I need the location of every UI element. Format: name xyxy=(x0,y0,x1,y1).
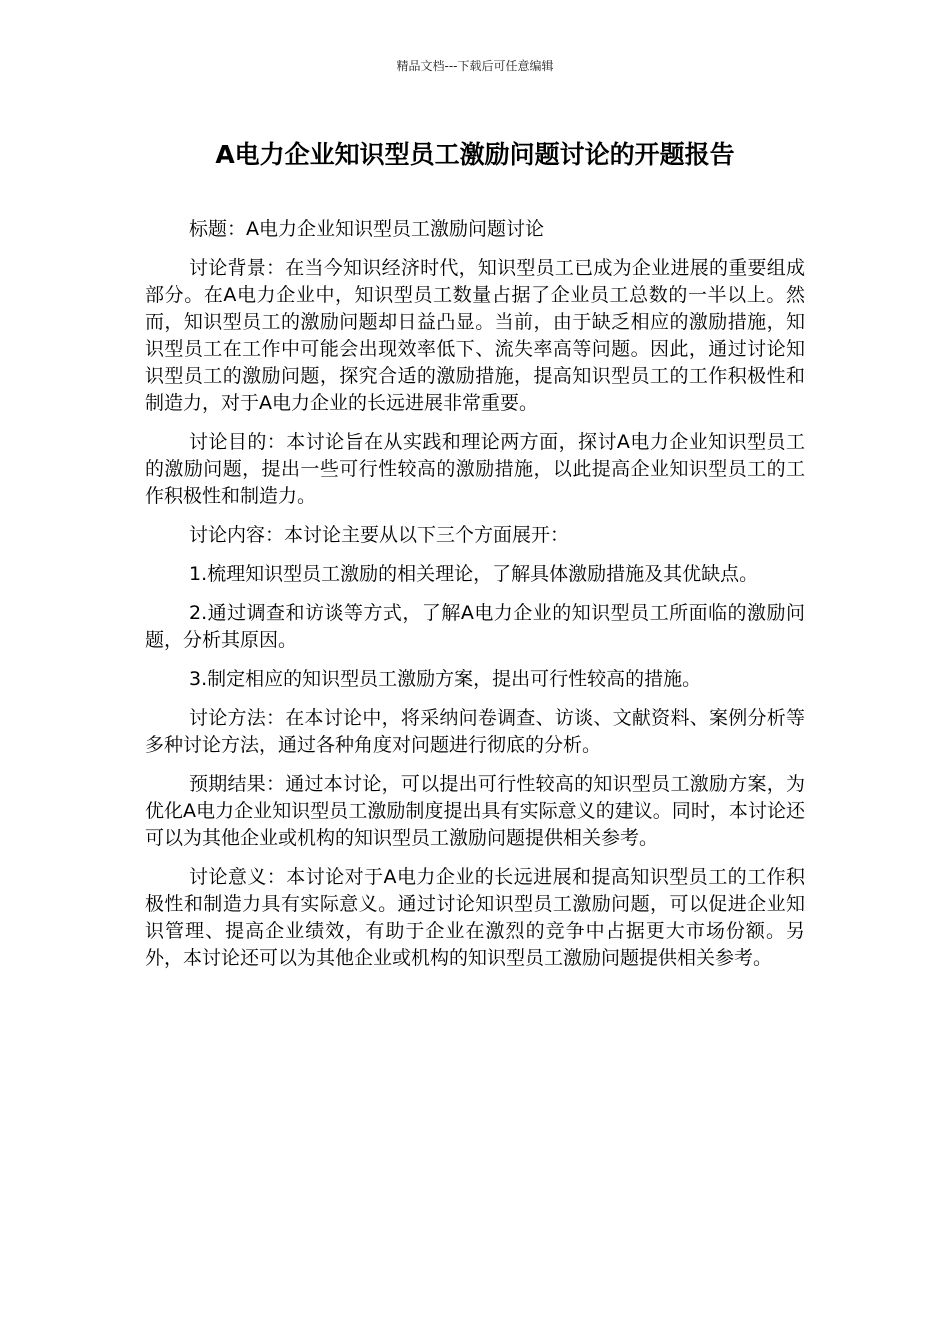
document-body xyxy=(145,216,805,984)
paragraph-title-line: 标题：A电力企业知识型员工激励问题讨论 xyxy=(189,218,544,240)
paragraph-purpose: 讨论目的：本讨论旨在从实践和理论两方面，探讨A电力企业知识型员工的激励问题，提出一些可行性较高的激励措施，以此提高企业知识型员工的工作积极性和制造力。 xyxy=(145,431,805,507)
paragraph-content-item-3: 3.制定相应的知识型员工激励方案，提出可行性较高的措施。 xyxy=(189,668,702,690)
document-title: A电力企业知识型员工激励问题讨论的开题报告 xyxy=(215,140,735,169)
header-note: 精品文档---下载后可任意编辑 xyxy=(396,59,554,73)
paragraph-content-intro: 讨论内容：本讨论主要从以下三个方面展开： xyxy=(189,524,570,546)
paragraph-expected-results: 预期结果：通过本讨论，可以提出可行性较高的知识型员工激励方案，为优化A电力企业知识型员工激励制度提出具有实际意义的建议。同时，本讨论还可以为其他企业或机构的知识型员工激励问题提供相关参考。 xyxy=(145,773,805,849)
paragraph-background: 讨论背景：在当今知识经济时代，知识型员工已成为企业进展的重要组成部分。在A电力企业中，知识型员工数量占据了企业员工总数的一半以上。然而，知识型员工的激励问题却日益凸显。当前，由于缺乏相应的激励措施，知识型员工在工作中可能会出现效率低下、流失率高等问题。因此，通过讨论知识型员工的激励问题，探究合适的激励措施，提高知识型员工的工作积极性和制造力，对于A电力企业的长远进展非常重要。 xyxy=(145,257,805,414)
paragraph-content-item-1: 1.梳理知识型员工激励的相关理论，了解具体激励措施及其优缺点。 xyxy=(189,563,759,585)
paragraph-content-item-2: 2.通过调查和访谈等方式，了解A电力企业的知识型员工所面临的激励问题，分析其原因。 xyxy=(145,602,805,651)
paragraph-method: 讨论方法：在本讨论中，将采纳问卷调查、访谈、文献资料、案例分析等多种讨论方法，通过各种角度对问题进行彻底的分析。 xyxy=(145,707,805,756)
paragraph-significance: 讨论意义：本讨论对于A电力企业的长远进展和提高知识型员工的工作积极性和制造力具有实际意义。通过讨论知识型员工激励问题，可以促进企业知识管理、提高企业绩效，有助于企业在激烈的竞争中占据更大市场份额。另外，本讨论还可以为其他企业或机构的知识型员工激励问题提供相关参考。 xyxy=(145,866,805,969)
